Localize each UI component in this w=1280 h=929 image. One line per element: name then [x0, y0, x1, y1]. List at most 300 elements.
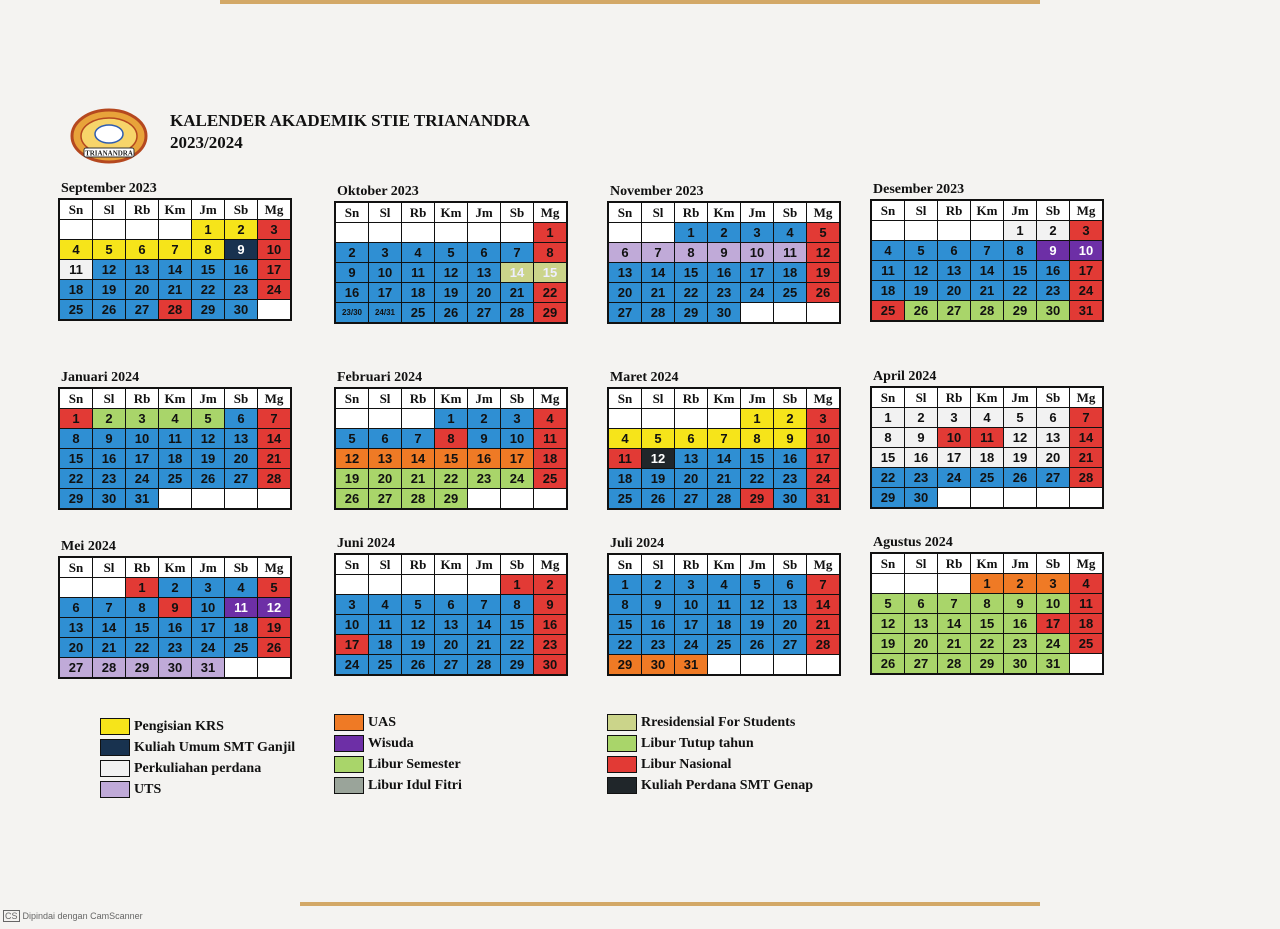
day-cell: 26 — [1004, 468, 1037, 488]
bottom-border — [300, 902, 1040, 906]
legend-item — [334, 733, 462, 754]
day-cell: 17 — [126, 449, 159, 469]
day-cell: 2 — [159, 578, 192, 598]
day-cell: 10 — [501, 429, 534, 449]
week-row — [871, 614, 1103, 634]
week-row — [59, 658, 291, 679]
day-cell: 28 — [93, 658, 126, 679]
legend-label: Wisuda — [368, 735, 414, 751]
day-cell: 17 — [1070, 261, 1104, 281]
weekday-header: Rb — [126, 557, 159, 578]
day-cell: 9 — [534, 595, 568, 615]
day-cell: 8 — [871, 428, 905, 448]
day-cell: 31 — [126, 489, 159, 510]
day-cell: 22 — [501, 635, 534, 655]
week-row — [608, 595, 840, 615]
day-cell: 11 — [774, 243, 807, 263]
day-cell: 30 — [708, 303, 741, 324]
day-cell: 6 — [905, 594, 938, 614]
day-cell: 17 — [1037, 614, 1070, 634]
day-cell: 8 — [59, 429, 93, 449]
legend-swatch — [607, 777, 637, 794]
weekday-header: Sn — [871, 200, 905, 221]
day-cell: 16 — [468, 449, 501, 469]
day-cell — [1004, 488, 1037, 509]
weekday-header: Km — [159, 388, 192, 409]
day-cell: 4 — [608, 429, 642, 449]
week-row — [59, 469, 291, 489]
day-cell — [468, 223, 501, 243]
day-cell: 9 — [642, 595, 675, 615]
weekday-header: Sb — [1037, 387, 1070, 408]
month-table — [870, 386, 1104, 509]
weekday-header: Sb — [501, 202, 534, 223]
weekday-header: Sb — [774, 554, 807, 575]
day-cell: 15 — [675, 263, 708, 283]
day-cell: 28 — [938, 654, 971, 675]
week-row — [871, 301, 1103, 322]
week-row — [59, 449, 291, 469]
day-cell: 15 — [126, 618, 159, 638]
weekday-header: Jm — [192, 388, 225, 409]
day-cell: 9 — [335, 263, 369, 283]
month-calendar — [607, 370, 841, 510]
weekday-header: Mg — [534, 554, 568, 575]
day-cell: 21 — [93, 638, 126, 658]
weekday-header: Rb — [938, 553, 971, 574]
day-cell: 11 — [871, 261, 905, 281]
day-cell: 16 — [335, 283, 369, 303]
day-cell: 8 — [741, 429, 774, 449]
day-cell: 7 — [938, 594, 971, 614]
day-cell: 19 — [642, 469, 675, 489]
week-row — [608, 283, 840, 303]
svg-text:TRIANANDRA: TRIANANDRA — [85, 149, 133, 158]
day-cell: 15 — [435, 449, 468, 469]
weekday-header: Sn — [608, 202, 642, 223]
week-row — [335, 469, 567, 489]
day-cell: 1 — [871, 408, 905, 428]
day-cell: 29 — [871, 488, 905, 509]
legend-label: Libur Nasional — [641, 756, 732, 772]
day-cell: 28 — [807, 635, 841, 655]
weekday-header: Sb — [501, 554, 534, 575]
day-cell: 21 — [708, 469, 741, 489]
day-cell: 20 — [126, 280, 159, 300]
month-table — [607, 553, 841, 676]
month-calendar — [58, 370, 292, 510]
month-table — [870, 552, 1104, 675]
weekday-header: Sl — [642, 202, 675, 223]
day-cell: 8 — [501, 595, 534, 615]
day-cell: 5 — [905, 241, 938, 261]
month-name: April 2024 — [873, 369, 937, 384]
weekday-header: Jm — [741, 554, 774, 575]
week-row — [608, 263, 840, 283]
day-cell: 21 — [468, 635, 501, 655]
day-cell: 8 — [435, 429, 468, 449]
day-cell: 31 — [675, 655, 708, 676]
weekday-header: Sn — [335, 202, 369, 223]
weekday-header: Mg — [1070, 553, 1104, 574]
day-cell: 5 — [741, 575, 774, 595]
day-cell: 17 — [675, 615, 708, 635]
week-row — [335, 409, 567, 429]
day-cell: 4 — [971, 408, 1004, 428]
legend-item — [100, 737, 295, 758]
day-cell: 30 — [905, 488, 938, 509]
day-cell: 13 — [59, 618, 93, 638]
day-cell: 23 — [468, 469, 501, 489]
day-cell: 30 — [774, 489, 807, 510]
day-cell — [402, 575, 435, 595]
day-cell: 22 — [126, 638, 159, 658]
month-name: Agustus 2024 — [873, 535, 953, 550]
month-table — [334, 201, 568, 324]
week-row — [59, 598, 291, 618]
day-cell: 9 — [774, 429, 807, 449]
weekday-header: Sl — [642, 388, 675, 409]
day-cell: 10 — [675, 595, 708, 615]
day-cell: 20 — [1037, 448, 1070, 468]
weekday-header: Sn — [335, 554, 369, 575]
scanner-watermark — [3, 910, 143, 922]
day-cell — [642, 409, 675, 429]
day-cell: 23 — [642, 635, 675, 655]
day-cell: 29 — [1004, 301, 1037, 322]
legend-swatch — [607, 714, 637, 731]
day-cell: 2 — [774, 409, 807, 429]
day-cell: 10 — [938, 428, 971, 448]
month-table — [58, 556, 292, 679]
day-cell: 14 — [93, 618, 126, 638]
legend-column — [100, 716, 295, 800]
day-cell: 9 — [93, 429, 126, 449]
legend-item — [607, 775, 813, 796]
day-cell — [1070, 654, 1104, 675]
month-name: Oktober 2023 — [337, 184, 419, 199]
day-cell — [1070, 488, 1104, 509]
weekday-header: Sn — [59, 388, 93, 409]
day-cell: 19 — [905, 281, 938, 301]
day-cell: 16 — [774, 449, 807, 469]
legend-label: Kuliah Umum SMT Ganjil — [134, 739, 296, 755]
week-row — [871, 594, 1103, 614]
weekday-header: Km — [971, 200, 1004, 221]
day-cell — [468, 489, 501, 510]
day-cell: 25 — [59, 300, 93, 321]
legend-label: Libur Idul Fitri — [368, 777, 462, 793]
day-cell: 13 — [435, 615, 468, 635]
day-cell: 5 — [335, 429, 369, 449]
weekday-header: Km — [708, 554, 741, 575]
day-cell: 6 — [435, 595, 468, 615]
day-cell: 9 — [159, 598, 192, 618]
weekday-header: Mg — [258, 557, 292, 578]
day-cell: 31 — [192, 658, 225, 679]
day-cell: 2 — [1004, 574, 1037, 594]
day-cell: 30 — [93, 489, 126, 510]
day-cell: 5 — [1004, 408, 1037, 428]
day-cell: 11 — [534, 429, 568, 449]
week-row — [335, 263, 567, 283]
month-name: Februari 2024 — [337, 370, 423, 385]
day-cell: 27 — [435, 655, 468, 676]
day-cell: 24 — [192, 638, 225, 658]
day-cell: 27 — [59, 658, 93, 679]
day-cell: 3 — [1037, 574, 1070, 594]
weekday-header: Jm — [741, 202, 774, 223]
day-cell: 7 — [258, 409, 292, 429]
day-cell — [126, 220, 159, 240]
day-cell: 10 — [1070, 241, 1104, 261]
day-cell — [971, 221, 1004, 241]
weekday-header: Sl — [369, 554, 402, 575]
weekday-header: Rb — [126, 388, 159, 409]
day-cell: 26 — [93, 300, 126, 321]
weekday-header: Mg — [258, 199, 292, 220]
weekday-header: Sb — [501, 388, 534, 409]
weekday-header: Km — [159, 199, 192, 220]
weekday-header: Sl — [93, 557, 126, 578]
day-cell: 11 — [1070, 594, 1104, 614]
day-cell: 12 — [741, 595, 774, 615]
week-row — [608, 489, 840, 510]
day-cell: 23 — [905, 468, 938, 488]
day-cell: 1 — [741, 409, 774, 429]
day-cell: 9 — [905, 428, 938, 448]
day-cell: 7 — [402, 429, 435, 449]
day-cell: 26 — [258, 638, 292, 658]
day-cell: 24 — [1037, 634, 1070, 654]
day-cell — [258, 489, 292, 510]
day-cell: 1 — [608, 575, 642, 595]
day-cell: 19 — [871, 634, 905, 654]
week-row — [335, 489, 567, 510]
legend-item — [334, 775, 462, 796]
day-cell: 1 — [675, 223, 708, 243]
day-cell: 13 — [126, 260, 159, 280]
weekday-header: Km — [159, 557, 192, 578]
day-cell: 7 — [1070, 408, 1104, 428]
week-row — [608, 469, 840, 489]
legend-swatch — [334, 735, 364, 752]
day-cell: 29 — [192, 300, 225, 321]
weekday-header: Sn — [59, 557, 93, 578]
day-cell: 19 — [258, 618, 292, 638]
day-cell: 16 — [534, 615, 568, 635]
day-cell: 19 — [1004, 448, 1037, 468]
week-row — [335, 303, 567, 324]
day-cell: 2 — [93, 409, 126, 429]
day-cell: 7 — [159, 240, 192, 260]
week-row — [871, 488, 1103, 509]
weekday-header: Rb — [126, 199, 159, 220]
day-cell — [675, 409, 708, 429]
day-cell: 10 — [258, 240, 292, 260]
day-cell: 24 — [741, 283, 774, 303]
day-cell: 6 — [938, 241, 971, 261]
day-cell: 21 — [971, 281, 1004, 301]
legend-label: Libur Tutup tahun — [641, 735, 754, 751]
day-cell: 17 — [369, 283, 402, 303]
weekday-header: Sl — [93, 388, 126, 409]
day-cell: 7 — [807, 575, 841, 595]
day-cell: 18 — [1070, 614, 1104, 634]
day-cell: 3 — [675, 575, 708, 595]
day-cell: 12 — [402, 615, 435, 635]
day-cell: 27 — [225, 469, 258, 489]
weekday-header: Rb — [938, 200, 971, 221]
day-cell: 18 — [871, 281, 905, 301]
month-calendar — [334, 370, 568, 510]
weekday-header: Sb — [774, 202, 807, 223]
day-cell: 25 — [225, 638, 258, 658]
day-cell: 31 — [1037, 654, 1070, 675]
week-row — [871, 634, 1103, 654]
day-cell: 24 — [807, 469, 841, 489]
legend-item — [100, 758, 295, 779]
day-cell: 29 — [675, 303, 708, 324]
day-cell: 7 — [501, 243, 534, 263]
day-cell: 7 — [468, 595, 501, 615]
day-cell: 16 — [225, 260, 258, 280]
day-cell: 30 — [534, 655, 568, 676]
weekday-header: Mg — [1070, 387, 1104, 408]
day-cell: 11 — [225, 598, 258, 618]
week-row — [608, 303, 840, 324]
week-row — [608, 429, 840, 449]
week-row — [59, 489, 291, 510]
day-cell: 14 — [642, 263, 675, 283]
day-cell: 24/31 — [369, 303, 402, 324]
week-row — [871, 428, 1103, 448]
day-cell: 3 — [501, 409, 534, 429]
day-cell: 24 — [501, 469, 534, 489]
day-cell: 11 — [159, 429, 192, 449]
week-row — [871, 448, 1103, 468]
day-cell: 15 — [971, 614, 1004, 634]
day-cell: 18 — [971, 448, 1004, 468]
day-cell: 15 — [534, 263, 568, 283]
month-calendar — [58, 181, 292, 321]
day-cell — [435, 223, 468, 243]
day-cell: 4 — [774, 223, 807, 243]
day-cell: 19 — [807, 263, 841, 283]
day-cell: 27 — [675, 489, 708, 510]
day-cell — [225, 658, 258, 679]
day-cell: 28 — [708, 489, 741, 510]
day-cell: 4 — [369, 595, 402, 615]
day-cell — [501, 223, 534, 243]
weekday-header: Sl — [905, 387, 938, 408]
weekday-header: Jm — [1004, 387, 1037, 408]
week-row — [335, 243, 567, 263]
month-name: Desember 2023 — [873, 182, 965, 197]
day-cell: 3 — [335, 595, 369, 615]
week-row — [871, 221, 1103, 241]
day-cell: 29 — [435, 489, 468, 510]
day-cell: 5 — [402, 595, 435, 615]
week-row — [59, 220, 291, 240]
legend-swatch — [100, 781, 130, 798]
day-cell: 1 — [501, 575, 534, 595]
day-cell: 13 — [369, 449, 402, 469]
week-row — [608, 575, 840, 595]
weekday-header: Sb — [774, 388, 807, 409]
day-cell: 27 — [938, 301, 971, 322]
day-cell: 19 — [435, 283, 468, 303]
day-cell: 29 — [534, 303, 568, 324]
weekday-header: Jm — [468, 388, 501, 409]
week-row — [335, 655, 567, 676]
legend-item — [607, 712, 813, 733]
weekday-header: Mg — [534, 202, 568, 223]
day-cell: 14 — [807, 595, 841, 615]
weekday-header: Jm — [468, 554, 501, 575]
day-cell — [905, 574, 938, 594]
day-cell: 12 — [905, 261, 938, 281]
day-cell: 9 — [1037, 241, 1070, 261]
day-cell: 11 — [369, 615, 402, 635]
day-cell: 12 — [93, 260, 126, 280]
week-row — [335, 575, 567, 595]
day-cell: 27 — [905, 654, 938, 675]
day-cell: 12 — [335, 449, 369, 469]
day-cell: 8 — [534, 243, 568, 263]
weekday-header: Sl — [93, 199, 126, 220]
day-cell: 8 — [675, 243, 708, 263]
day-cell: 6 — [369, 429, 402, 449]
day-cell: 29 — [126, 658, 159, 679]
day-cell: 30 — [1037, 301, 1070, 322]
day-cell — [871, 221, 905, 241]
day-cell: 14 — [402, 449, 435, 469]
day-cell — [642, 223, 675, 243]
day-cell: 3 — [1070, 221, 1104, 241]
weekday-header: Mg — [1070, 200, 1104, 221]
day-cell — [369, 223, 402, 243]
day-cell: 4 — [59, 240, 93, 260]
day-cell: 13 — [1037, 428, 1070, 448]
day-cell — [501, 489, 534, 510]
day-cell: 14 — [971, 261, 1004, 281]
weekday-header: Km — [971, 387, 1004, 408]
week-row — [335, 635, 567, 655]
day-cell: 9 — [708, 243, 741, 263]
day-cell: 14 — [938, 614, 971, 634]
legend-item — [100, 716, 295, 737]
weekday-header: Mg — [807, 554, 841, 575]
week-row — [335, 449, 567, 469]
day-cell: 6 — [126, 240, 159, 260]
day-cell: 25 — [402, 303, 435, 324]
day-cell: 12 — [1004, 428, 1037, 448]
day-cell: 4 — [871, 241, 905, 261]
day-cell: 13 — [468, 263, 501, 283]
day-cell: 6 — [774, 575, 807, 595]
day-cell: 18 — [608, 469, 642, 489]
day-cell — [534, 489, 568, 510]
day-cell: 1 — [435, 409, 468, 429]
weekday-header: Mg — [807, 388, 841, 409]
day-cell: 3 — [258, 220, 292, 240]
day-cell: 2 — [642, 575, 675, 595]
weekday-header: Sn — [59, 199, 93, 220]
day-cell: 23 — [93, 469, 126, 489]
day-cell: 16 — [708, 263, 741, 283]
weekday-header: Sl — [905, 553, 938, 574]
